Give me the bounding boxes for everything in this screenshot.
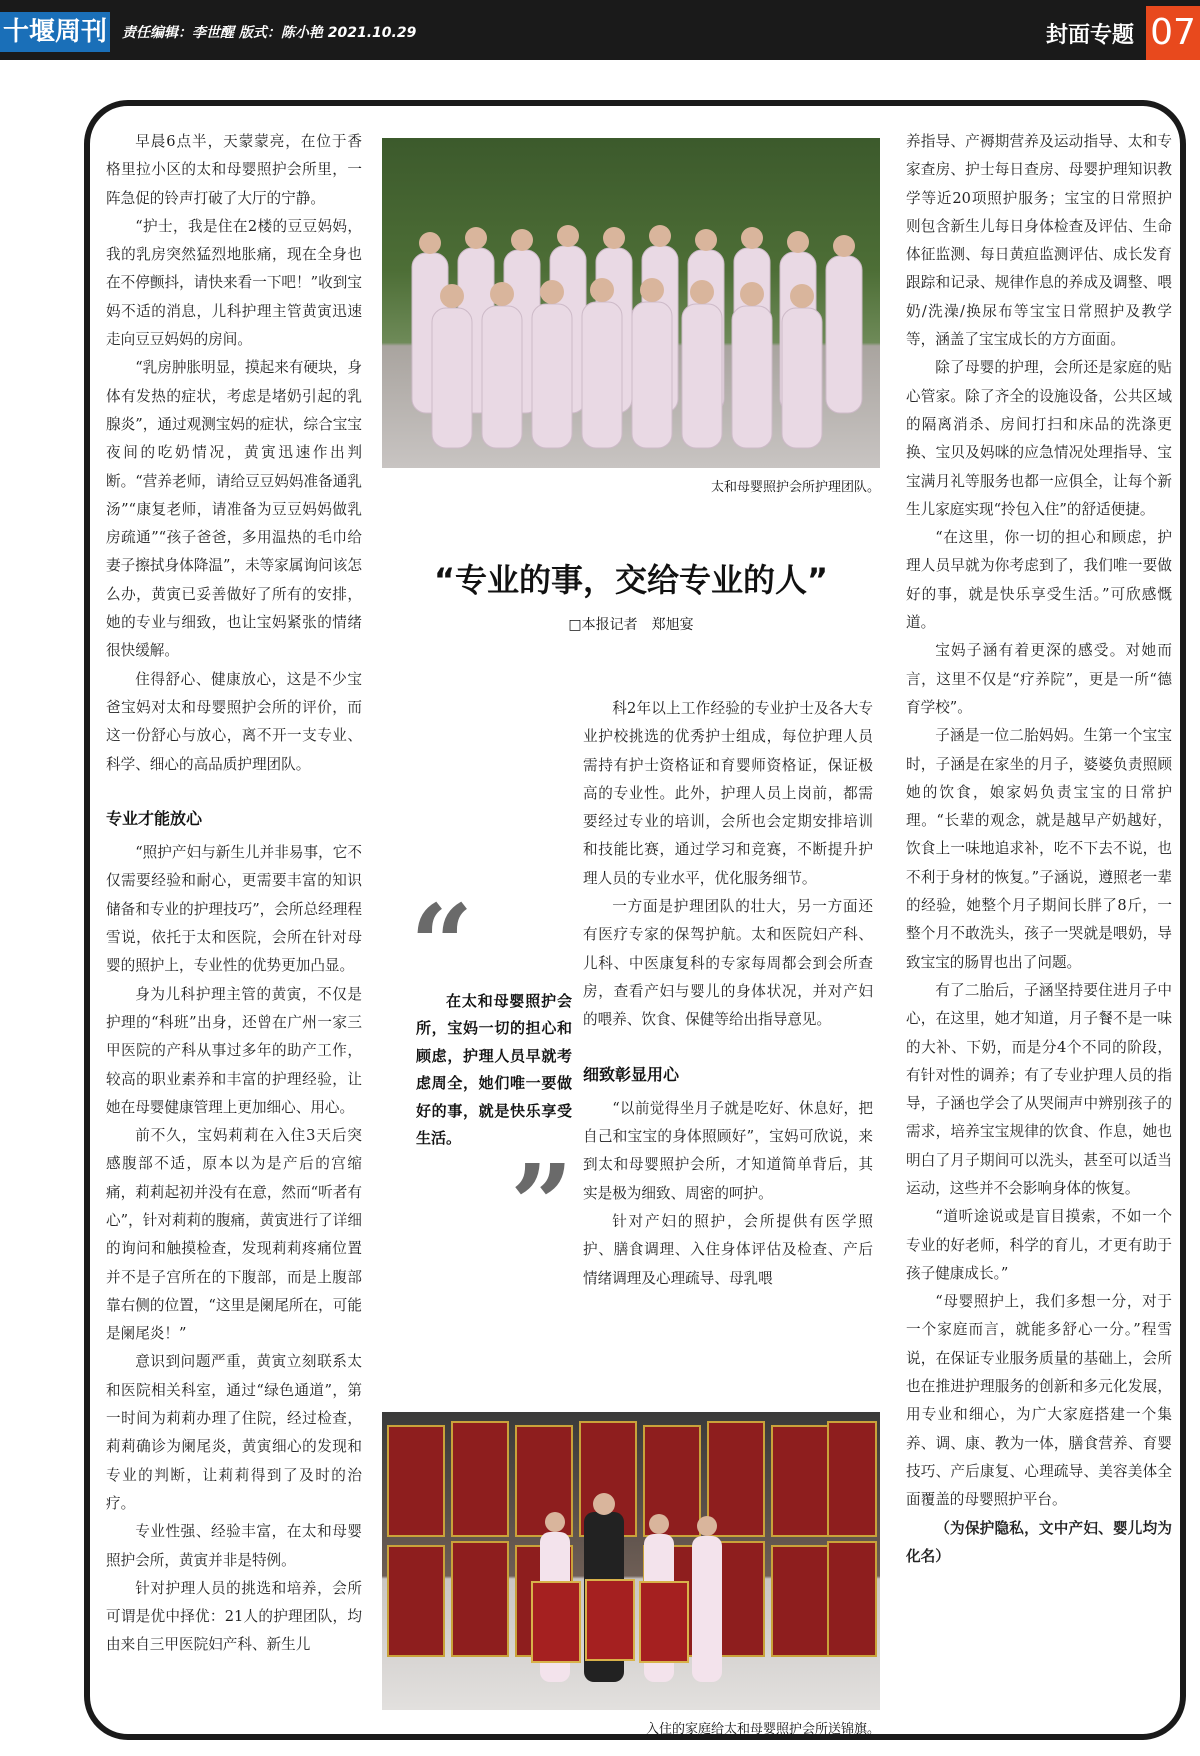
section-heading: 细致彰显用心: [583, 1064, 680, 1084]
paragraph: 住得舒心、健康放心，这是不少宝爸宝妈对太和母婴照护会所的评价，而这一份舒心与放心，离不开一支专业、科学、细心的高品质护理团队。: [106, 670, 362, 773]
paragraph: 身为儿科护理主管的黄寅，不仅是护理的“科班”出身，还曾在广州一家三甲医院的产科从事过多年的助产工作，较高的职业素养和丰富的护理经验，让她在母婴健康管理上更加细心、用心。: [106, 985, 362, 1116]
paragraph: “以前觉得坐月子就是吃好、休息好，把自己和宝宝的身体照顾好”，宝妈可欣说，来到太和母婴照护会所，才知道简单背后，其实是极为细致、周密的呵护。: [583, 1099, 873, 1202]
nursing-team-photo: [382, 138, 880, 468]
paragraph: “护士，我是住在2楼的豆豆妈妈，我的乳房突然猛烈地胀痛，现在全身也在不停颤抖，请快来看一下吧！”收到宝妈不适的消息，儿科护理主管黄寅迅速走向豆豆妈妈的房间。: [106, 217, 362, 349]
paragraph: 针对护理人员的挑选和培养，会所可谓是优中择优：21人的护理团队，均由来自三甲医院妇产科、新生儿: [106, 1579, 362, 1654]
paragraph: 宝妈子涵有着更深的感受。对她而言，这里不仅是“疗养院”，更是一所“德育学校”。: [906, 642, 1172, 716]
open-quote-icon: “: [410, 880, 474, 1009]
paragraph: 子涵是一位二胎妈妈。生第一个宝宝时，子涵是在家坐的月子，婆婆负责照顾她的饮食，娘家妈负责宝宝的日常护理。“长辈的观念，就是越早产奶越好，饮食上一味地追求补，吃不下去不说，也不利于身材的恢复。”子涵说，遵照老一辈的经验，她整个月子期间长胖了8斤，一整个月不敢洗头，孩子一哭就是喂奶，导致宝宝的肠胃也出了问题。: [906, 727, 1172, 971]
banners-photo: [382, 1412, 880, 1710]
pull-quote: 在太和母婴照护会所，宝妈一切的担心和顾虑，护理人员早就考虑周全，她们唯一要做好的事，就是快乐享受生活。: [416, 992, 572, 1148]
photo-caption: 入住的家庭给太和母婴照护会所送锦旗。: [645, 1722, 880, 1737]
paragraph: “道听途说或是盲目摸索，不如一个专业的好老师，科学的育儿，才更有助于孩子健康成长。”: [906, 1208, 1172, 1282]
paragraph: 专业性强、经验丰富，在太和母婴照护会所，黄寅并非是特例。: [106, 1523, 362, 1569]
paragraph: 针对产妇的照护，会所提供有医学照护、膳食调理、入住身体评估及检查、产后情绪调理及心理疏导、母乳喂: [583, 1213, 873, 1287]
paragraph: 一方面是护理团队的壮大，另一方面还有医疗专家的保驾护航。太和医院妇产科、儿科、中医康复科的专家每周都会到会所查房，查看产妇与婴儿的身体状况，并对产妇的喂养、饮食、保健等给出指导意见。: [583, 898, 873, 1029]
close-quote-icon: ”: [510, 1140, 574, 1269]
section-heading: 专业才能放心: [106, 808, 203, 828]
paragraph: 早晨6点半，天蒙蒙亮，在位于香格里拉小区的太和母婴照护会所里，一阵急促的铃声打破了大厅的宁静。: [106, 133, 362, 207]
paragraph: 养指导、产褥期营养及运动指导、太和专家查房、护士每日查房、母婴护理知识教学等近20项照护服务；宝宝的日常照护则包含新生儿每日身体检查及评估、生命体征监测、每日黄疸监测评估、成长发育跟踪和记录、规律作息的养成及调整、喂奶/洗澡/换尿布等宝宝日常照护及教学等，涵盖了宝宝成长的方方面面。: [906, 133, 1172, 349]
paragraph: “母婴照护上，我们多想一分，对于一个家庭而言，就能多舒心一分。”程雪说，在保证专业服务质量的基础上，会所也在推进护理服务的创新和多元化发展，用专业和细心，为广大家庭搭建一个集养、调、康、教为一体，膳食营养、育婴技巧、产后康复、心理疏导、美容美体全面覆盖的母婴照护平台。: [906, 1293, 1172, 1509]
paragraph: “在这里，你一切的担心和顾虑，护理人员早就为你考虑到了，我们唯一要做好的事，就是快乐享受生活。”可欣感慨道。: [906, 529, 1172, 632]
page-header: [0, 0, 1200, 60]
paragraph: 意识到问题严重，黄寅立刻联系太和医院相关科室，通过“绿色通道”，第一时间为莉莉办理了住院，经过检查，莉莉确诊为阑尾炎，黄寅细心的发现和专业的判断，让莉莉得到了及时的治疗。: [106, 1353, 362, 1512]
article-byline: □本报记者 郑旭宴: [568, 617, 694, 633]
nursing-team-illustration: [382, 138, 880, 468]
paragraph: 科2年以上工作经验的专业护士及各大专业护校挑选的优秀护士组成，每位护理人员需持有护士资格证和育婴师资格证，保证极高的专业性。此外，护理人员上岗前，都需要经过专业的培训，会所也会定期安排培训和技能比赛，通过学习和竞赛，不断提升护理人员的专业水平，优化服务细节。: [583, 700, 873, 887]
page-number: 07: [1146, 6, 1200, 60]
photo-caption: 太和母婴照护会所护理团队。: [710, 480, 880, 495]
banners-illustration: [382, 1412, 880, 1710]
paragraph: 除了母婴的护理，会所还是家庭的贴心管家。除了齐全的设施设备，公共区域的隔离消杀、房间打扫和床品的洗涤更换、宝贝及妈咪的应急情况处理指导、宝宝满月礼等服务也都一应俱全，让每个新生儿家庭实现“拎包入住”的舒适便捷。: [906, 359, 1172, 518]
paragraph: “照护产妇与新生儿并非易事，它不仅需要经验和耐心，更需要丰富的知识储备和专业的护理技巧”，会所总经理程雪说，依托于太和医院，会所在针对母婴的照护上，专业性的优势更加凸显。: [106, 844, 362, 975]
paragraph: 有了二胎后，子涵坚持要住进月子中心，在这里，她才知道，月子餐不是一味的大补、下奶，而是分4个不同的阶段，有针对性的调养；有了专业护理人员的指导，子涵也学会了从哭闹声中辨别孩子的需求，培养宝宝规律的饮食、作息，她也明白了月子期间可以洗头，甚至可以适当运动，这些并不会影响身体的恢复。: [906, 981, 1172, 1197]
article-title: “专业的事，交给专业的人”: [433, 561, 829, 599]
editor-credits: 责任编辑：李世醒 版式：陈小艳 2021.10.29: [122, 25, 417, 41]
privacy-note: （为保护隐私，文中产妇、婴儿均为化名）: [906, 1519, 1172, 1565]
article-column-4: [906, 128, 1172, 1571]
article-column-1: [106, 128, 362, 1660]
newspaper-logo: 十堰周刊: [0, 12, 110, 52]
paragraph: 前不久，宝妈莉莉在入住3天后突感腹部不适，原本以为是产后的宫缩痛，莉莉起初并没有在意，然而“听者有心”，针对莉莉的腹痛，黄寅进行了详细的询问和触摸检查，发现莉莉疼痛位置并不是子宫所在的下腹部，而是上腹部靠右侧的位置，“这里是阑尾所在，可能是阑尾炎！”: [106, 1127, 362, 1343]
section-title: 封面专题: [1046, 23, 1135, 48]
article-column-3: [583, 695, 873, 1293]
paragraph: “乳房肿胀明显，摸起来有硬块，身体有发热的症状，考虑是堵奶引起的乳腺炎”，通过观测宝妈的症状，综合宝宝夜间的吃奶情况，黄寅迅速作出判断。“营养老师，请给豆豆妈妈准备通乳汤”“康复老师，请准备为豆豆妈妈做乳房疏通”“孩子爸爸，多用温热的毛巾给妻子擦拭身体降温”，未等家属询问该怎么办，黄寅已妥善做好了所有的安排，她的专业与细致，也让宝妈紧张的情绪很快缓解。: [106, 359, 362, 660]
